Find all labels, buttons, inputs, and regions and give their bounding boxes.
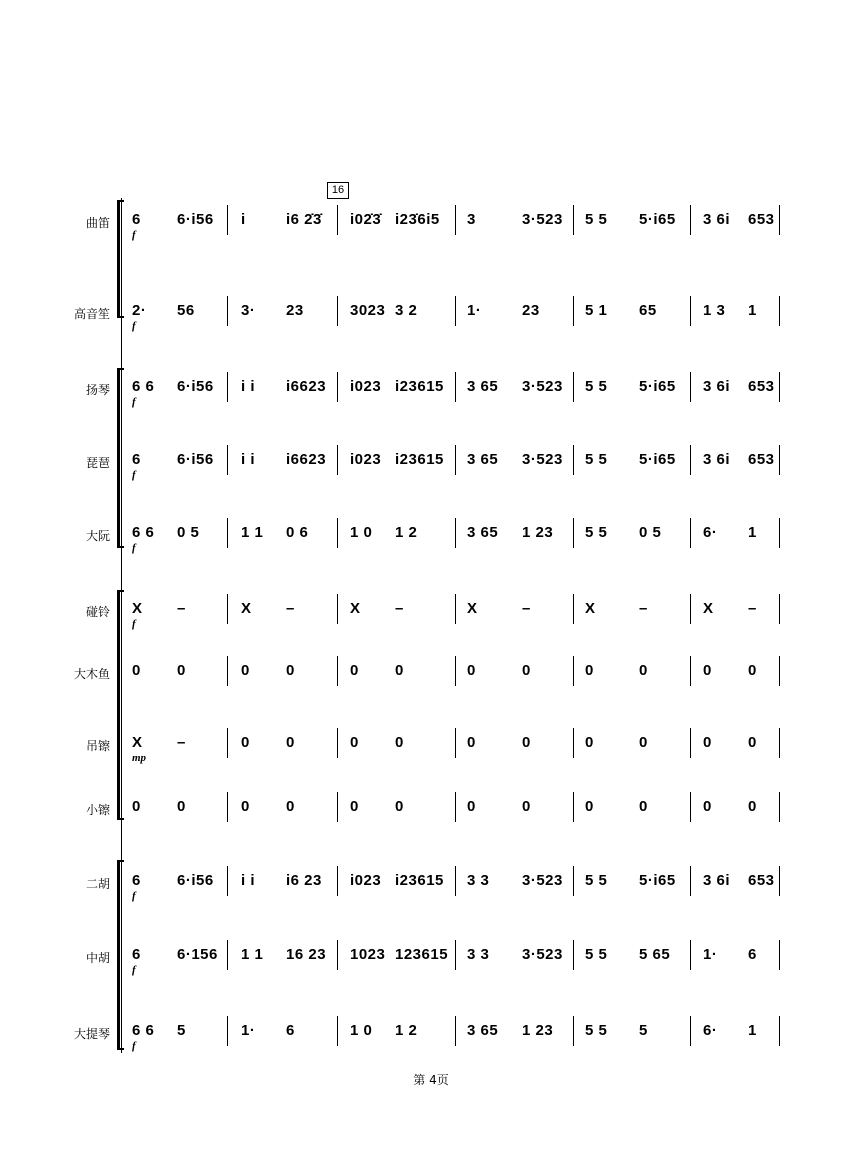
note-group: 6	[286, 1022, 295, 1039]
dynamic-marking: f	[132, 396, 136, 408]
note-group: –	[639, 600, 648, 617]
note-group: 6 6	[132, 524, 155, 541]
dynamic-marking: f	[132, 320, 136, 332]
instrument-name: 吊镲	[85, 739, 110, 753]
note-group: 3·523	[522, 451, 563, 468]
barline	[779, 518, 780, 548]
note-group: –	[286, 600, 295, 617]
note-group: 0	[748, 734, 757, 751]
note-group: i6623	[286, 378, 327, 395]
note-group: 1023	[350, 946, 386, 963]
note-group: 0	[522, 798, 531, 815]
barline	[455, 940, 456, 970]
note-group: 5 1	[585, 302, 608, 319]
note-group: 0	[639, 734, 648, 751]
barline	[455, 594, 456, 624]
staff-row	[0, 792, 862, 822]
note-group: 1 3	[703, 302, 726, 319]
note-group: 653	[748, 872, 775, 889]
instrument-name: 大提琴	[73, 1027, 110, 1041]
note-group: 0	[585, 798, 594, 815]
note-group: –	[748, 600, 757, 617]
barline	[455, 728, 456, 758]
note-group: 0	[467, 734, 476, 751]
dynamic-marking: f	[132, 229, 136, 241]
barline	[337, 1016, 338, 1046]
note-group: 5	[639, 1022, 648, 1039]
note-group: X	[132, 600, 143, 617]
note-group: 3·523	[522, 211, 563, 228]
note-group: 3 3	[467, 946, 490, 963]
note-group: 5 5	[585, 872, 608, 889]
barline	[337, 296, 338, 326]
note-group: 0	[132, 798, 141, 815]
note-group: 653	[748, 211, 775, 228]
instrument-name: 曲笛	[85, 216, 110, 230]
dynamic-marking: f	[132, 542, 136, 554]
instrument-name: 扬琴	[85, 383, 110, 397]
note-group: 6	[748, 946, 757, 963]
note-group: 0	[748, 662, 757, 679]
barline	[779, 445, 780, 475]
note-group: 6	[132, 946, 141, 963]
barline	[779, 594, 780, 624]
note-group: 6·i56	[177, 451, 214, 468]
staff-row	[0, 1016, 862, 1052]
note-group: 3 2	[395, 302, 418, 319]
barline	[337, 594, 338, 624]
note-group: 0	[748, 798, 757, 815]
note-group: –	[522, 600, 531, 617]
note-group: 3 65	[467, 451, 499, 468]
barline	[227, 445, 228, 475]
note-group: X	[703, 600, 714, 617]
staff-row	[0, 205, 862, 241]
note-group: 6·	[703, 1022, 718, 1039]
barline	[573, 728, 574, 758]
note-group: 0	[703, 734, 712, 751]
note-group: 6	[132, 872, 141, 889]
note-group: 0	[395, 734, 404, 751]
note-group: 0	[286, 662, 295, 679]
note-group: 6	[132, 451, 141, 468]
barline	[227, 1016, 228, 1046]
note-group: X	[241, 600, 252, 617]
page-number: 第 4页	[413, 1073, 449, 1087]
note-group: 0	[395, 798, 404, 815]
note-group: 0	[132, 662, 141, 679]
note-group: i6 2̇3̇	[286, 211, 322, 228]
barline	[779, 728, 780, 758]
barline	[779, 372, 780, 402]
note-group: –	[177, 600, 186, 617]
note-group: 5 5	[585, 451, 608, 468]
barline	[690, 1016, 691, 1046]
barline	[690, 518, 691, 548]
note-group: 0	[350, 662, 359, 679]
barline	[337, 792, 338, 822]
barline	[573, 792, 574, 822]
note-group: X	[350, 600, 361, 617]
note-group: 5 65	[639, 946, 671, 963]
note-group: 6·i56	[177, 211, 214, 228]
staff-row	[0, 728, 862, 764]
note-group: 5·i65	[639, 211, 676, 228]
note-group: 0	[241, 734, 250, 751]
note-group: 1 0	[350, 524, 373, 541]
barline	[573, 518, 574, 548]
note-group: 1 2	[395, 1022, 418, 1039]
barline	[455, 445, 456, 475]
barline	[227, 205, 228, 235]
barline	[455, 205, 456, 235]
dynamic-marking: f	[132, 1040, 136, 1052]
barline	[779, 205, 780, 235]
note-group: 1 2	[395, 524, 418, 541]
barline	[227, 372, 228, 402]
note-group: 65	[639, 302, 657, 319]
staff-row	[0, 296, 862, 332]
instrument-name: 琵琶	[85, 456, 110, 470]
note-group: 0	[350, 798, 359, 815]
note-group: 0	[177, 798, 186, 815]
note-group: –	[177, 734, 186, 751]
barline	[455, 866, 456, 896]
note-group: 0	[286, 798, 295, 815]
note-group: X	[132, 734, 143, 751]
note-group: 6 6	[132, 1022, 155, 1039]
barline	[455, 792, 456, 822]
note-group: i02̇3̇	[350, 211, 382, 228]
note-group: 6 6	[132, 378, 155, 395]
dynamic-marking: mp	[132, 752, 147, 764]
note-group: 1 0	[350, 1022, 373, 1039]
note-group: 0 5	[177, 524, 200, 541]
note-group: X	[585, 600, 596, 617]
note-group: 653	[748, 378, 775, 395]
note-group: 3 65	[467, 524, 499, 541]
barline	[690, 728, 691, 758]
barline	[337, 518, 338, 548]
barline	[337, 656, 338, 686]
staff-row	[0, 866, 862, 902]
note-group: 0	[467, 662, 476, 679]
note-group: 3 3	[467, 872, 490, 889]
note-group: 0	[522, 734, 531, 751]
note-group: 3 6i	[703, 872, 731, 889]
note-group: 6·156	[177, 946, 218, 963]
note-group: 3·523	[522, 378, 563, 395]
note-group: 0	[467, 798, 476, 815]
note-group: i023	[350, 451, 382, 468]
note-group: 0	[703, 662, 712, 679]
barline	[573, 866, 574, 896]
note-group: 5·i65	[639, 378, 676, 395]
barline	[573, 296, 574, 326]
staff-row	[0, 656, 862, 686]
note-group: i6623	[286, 451, 327, 468]
note-group: 3·523	[522, 946, 563, 963]
note-group: 123615	[395, 946, 449, 963]
note-group: 0	[585, 662, 594, 679]
note-group: 0	[395, 662, 404, 679]
note-group: 3 6i	[703, 211, 731, 228]
note-group: i i	[241, 378, 256, 395]
note-group: 5·i65	[639, 872, 676, 889]
barline	[690, 940, 691, 970]
note-group: 6·i56	[177, 378, 214, 395]
note-group: i023	[350, 378, 382, 395]
note-group: 56	[177, 302, 195, 319]
note-group: i	[241, 211, 246, 228]
note-group: 5 5	[585, 1022, 608, 1039]
note-group: 5 5	[585, 211, 608, 228]
staff-row	[0, 445, 862, 481]
note-group: 3 65	[467, 378, 499, 395]
note-group: 16 23	[286, 946, 327, 963]
barline	[779, 296, 780, 326]
note-group: 1 1	[241, 946, 264, 963]
barline	[690, 866, 691, 896]
instrument-name: 小镲	[85, 803, 110, 817]
dynamic-marking: f	[132, 964, 136, 976]
barline	[455, 656, 456, 686]
instrument-name: 高音笙	[73, 307, 110, 321]
barline	[337, 372, 338, 402]
note-group: 0	[350, 734, 359, 751]
note-group: i23615	[395, 872, 444, 889]
note-group: 0	[241, 662, 250, 679]
note-group: 1	[748, 524, 757, 541]
barline	[337, 728, 338, 758]
barline	[227, 594, 228, 624]
barline	[573, 445, 574, 475]
staff-row	[0, 594, 862, 630]
instrument-name: 碰铃	[85, 605, 110, 619]
barline	[779, 1016, 780, 1046]
note-group: 6·i56	[177, 872, 214, 889]
barline	[455, 518, 456, 548]
instrument-name: 二胡	[85, 877, 110, 891]
note-group: 3 6i	[703, 451, 731, 468]
note-group: 5 5	[585, 524, 608, 541]
barline	[455, 296, 456, 326]
note-group: 3·	[241, 302, 256, 319]
barline	[573, 205, 574, 235]
note-group: i23̇6i5	[395, 211, 440, 228]
note-group: i6 23	[286, 872, 322, 889]
barline	[227, 518, 228, 548]
note-group: 0 5	[639, 524, 662, 541]
note-group: 3023	[350, 302, 386, 319]
note-group: 5	[177, 1022, 186, 1039]
note-group: 1 23	[522, 1022, 554, 1039]
note-group: 0	[177, 662, 186, 679]
barline	[779, 656, 780, 686]
barline	[573, 594, 574, 624]
rehearsal-mark: 16	[327, 182, 349, 199]
barline	[690, 296, 691, 326]
staff-row	[0, 518, 862, 554]
note-group: 0	[639, 798, 648, 815]
dynamic-marking: f	[132, 618, 136, 630]
barline	[573, 372, 574, 402]
barline	[690, 445, 691, 475]
note-group: 5 5	[585, 946, 608, 963]
note-group: 2·	[132, 302, 147, 319]
system-line	[121, 198, 122, 1053]
instrument-name: 大木鱼	[73, 667, 110, 681]
dynamic-marking: f	[132, 469, 136, 481]
note-group: i i	[241, 451, 256, 468]
staff-row	[0, 372, 862, 408]
note-group: 3 65	[467, 1022, 499, 1039]
note-group: –	[395, 600, 404, 617]
barline	[227, 866, 228, 896]
barline	[337, 866, 338, 896]
note-group: 0	[522, 662, 531, 679]
note-group: 23	[286, 302, 304, 319]
barline	[227, 656, 228, 686]
note-group: 0	[585, 734, 594, 751]
note-group: 1·	[703, 946, 718, 963]
barline	[337, 445, 338, 475]
note-group: i023	[350, 872, 382, 889]
dynamic-marking: f	[132, 890, 136, 902]
barline	[779, 866, 780, 896]
note-group: 0	[703, 798, 712, 815]
barline	[573, 656, 574, 686]
barline	[455, 372, 456, 402]
staff-row	[0, 940, 862, 976]
barline	[690, 594, 691, 624]
barline	[227, 728, 228, 758]
note-group: 3	[467, 211, 476, 228]
bracket-percussion	[117, 590, 120, 820]
barline	[573, 1016, 574, 1046]
instrument-name: 大阮	[85, 529, 110, 543]
barline	[227, 296, 228, 326]
barline	[779, 792, 780, 822]
note-group: 0 6	[286, 524, 309, 541]
note-group: 6	[132, 211, 141, 228]
note-group: 3·523	[522, 872, 563, 889]
note-group: 3 6i	[703, 378, 731, 395]
note-group: 1 23	[522, 524, 554, 541]
barline	[690, 656, 691, 686]
barline	[227, 940, 228, 970]
barline	[227, 792, 228, 822]
barline	[779, 940, 780, 970]
note-group: i23615	[395, 451, 444, 468]
note-group: 1 1	[241, 524, 264, 541]
note-group: X	[467, 600, 478, 617]
barline	[690, 372, 691, 402]
barline	[337, 940, 338, 970]
note-group: 1	[748, 1022, 757, 1039]
barline	[455, 1016, 456, 1046]
note-group: 0	[639, 662, 648, 679]
barline	[690, 205, 691, 235]
barline	[690, 792, 691, 822]
note-group: 0	[286, 734, 295, 751]
barline	[337, 205, 338, 235]
note-group: 5·i65	[639, 451, 676, 468]
note-group: 1·	[467, 302, 482, 319]
barline	[573, 940, 574, 970]
instrument-name: 中胡	[85, 951, 110, 965]
note-group: 6·	[703, 524, 718, 541]
note-group: i i	[241, 872, 256, 889]
note-group: 1	[748, 302, 757, 319]
note-group: 0	[241, 798, 250, 815]
note-group: i23615	[395, 378, 444, 395]
note-group: 5 5	[585, 378, 608, 395]
note-group: 1·	[241, 1022, 256, 1039]
note-group: 653	[748, 451, 775, 468]
note-group: 23	[522, 302, 540, 319]
